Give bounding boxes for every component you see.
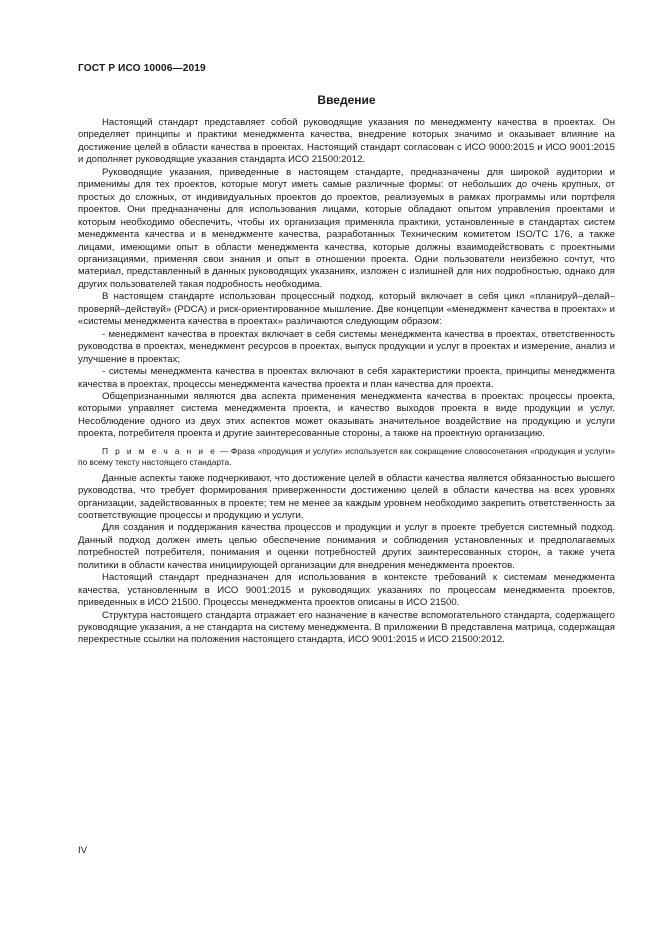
section-title: Введение bbox=[317, 93, 376, 107]
paragraph: Настоящий стандарт представляет собой руководящие указания по менеджменту качества в проектах. Он определяет принципы и практики менеджмента качества, внедрение которых значимо и оказывает влияние на достижение целей в области качества в проектах. Настоящий стандарт согласован с ИСО 9000:2015 и ИСО 9001:2015 и дополняет руководящие указания стандарта ИСО 21500:2012. bbox=[78, 117, 615, 166]
paragraph: Настоящий стандарт предназначен для использования в контексте требований к системам менеджмента качества, установленным в ИСО 9001:2015 и руководящих указаниях по процессам менеджмента проектов, приведенных в ИСО 21500. Процессы менеджмента проектов описаны в ИСО 21500. bbox=[78, 572, 615, 609]
list-item: - менеджмент качества в проектах включает в себя системы менеджмента качества в проектах, ответственность руководства в проектах, менеджмент ресурсов в проектах, выпуск продукции и услуг в проектах и измерение, анализ и улучшение в проектах; bbox=[78, 328, 615, 365]
paragraph: Руководящие указания, приведенные в настоящем стандарте, предназначены для широкой аудитории и применимы для тех проектов, которые могут иметь самые различные формы: от небольших до очень крупных, от простых до сложных, от индивидуальных проектов до проектов, реализуемых в рамках программы или портфеля проектов. Они предназначены для использования лицами, которые обладают опытом управления проектами и которым необходимо обеспечить, чтобы их организация применяла практики, установленные в стандартах систем менеджмента качества и в менеджменте качества, разработанных Техническим комитетом ISO/TC 176, а также лицами, имеющими опыт в области менеджмента качества, которые должны взаимодействовать с проектными организациями, применяя свои знания и опыт в отношении проекта. Одни пользователи неизбежно сочтут, что материал, представленный в данных руководящих указаниях, изложен с излишней для них подробностью, однако для других пользователей такая подробность необходима. bbox=[78, 166, 615, 290]
paragraph: Для создания и поддержания качества процессов и продукции и услуг в проекте требуется системный подход. Данный подход должен иметь целью обеспечение понимания и соблюдения установленных и предполагаемых потребностей потребителя, понимания и оценки потребностей других заинтересованных сторон, а также учета политики в области качества инициирующей организации для внедрения менеджмента проектов. bbox=[78, 522, 615, 571]
paragraph: В настоящем стандарте использован процессный подход, который включает в себя цикл «планируй–делай–проверяй–действуй» (PDCA) и риск-ориентированное мышление. Две концепции «менеджмент качества в проектах» и «системы менеджмента качества в проектах» различаются следующим образом: bbox=[78, 291, 615, 328]
page-number: IV bbox=[78, 845, 88, 856]
document-code: ГОСТ Р ИСО 10006—2019 bbox=[78, 63, 206, 74]
paragraph: Структура настоящего стандарта отражает его назначение в качестве вспомогательного стандарта, содержащего руководящие указания, а не стандарта на систему менеджмента. В приложении В представлена матрица, содержащая перекрестные ссылки на положения настоящего стандарта, ИСО 9001:2015 и ИСО 21500:2012. bbox=[78, 609, 615, 646]
paragraph: Общепризнанными являются два аспекта применения менеджмента качества в проектах: процессы проекта, которыми управляет система менеджмента проекта, и качество выходов проекта в виде продукции и услуг. Несоблюдение одного из двух этих аспектов может оказывать значительное воздействие на продукцию и услуги проекта, потребителя проекта и другие заинтересованные стороны, а также на проектную организацию. bbox=[78, 390, 615, 440]
paragraph: Данные аспекты также подчеркивают, что достижение целей в области качества является обязанностью высшего руководства, что требует формирования приверженности достижению целей в области качества на всех уровнях организации, задействованных в проекте; тем не менее за каждым уровнем необходимо закрепить ответственность за соответствующие процессы и продукцию и услуги. bbox=[78, 472, 615, 521]
section-body bbox=[78, 117, 615, 647]
note bbox=[78, 446, 615, 469]
list-item: - системы менеджмента качества в проектах включают в себя характеристики проекта, принципы менеджмента качества в проектах, процессы менеджмента качества проекта и план качества для проекта. bbox=[78, 366, 615, 390]
note-label: П р и м е ч а н и е bbox=[102, 445, 218, 456]
note-text: — Фраза «продукция и услуги» используется как сокращение словосочетания «продукция и услуги» по всему тексту настоящего стандарта. bbox=[78, 445, 615, 468]
